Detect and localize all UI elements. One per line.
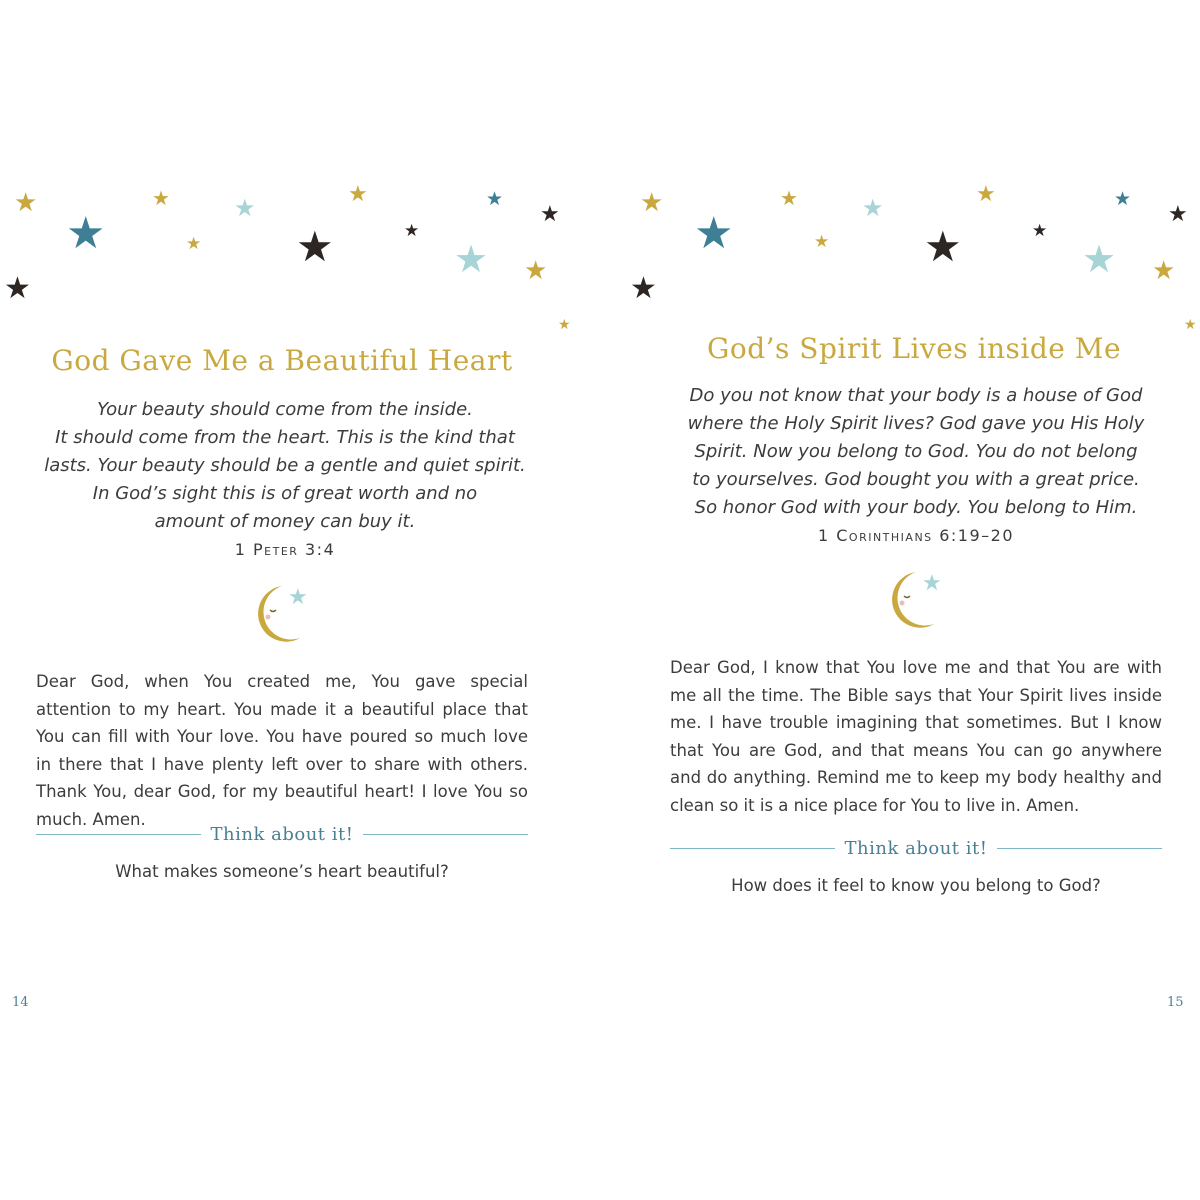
verse-line: It should come from the heart. This is the kind that [55,427,515,448]
prayer-text: Dear God, I know that You love me and that You are with me all the time. The Bible says that Your Spirit lives inside me. I have trouble imagining that sometimes. But I know that You are God, and that means You can go anywhere and do anything. Remind me to keep my body healthy and clean so it is a nice place for You to live in. Amen. [670,658,1162,815]
verse-line: lasts. Your beauty should be a gentle and quiet spirit. [44,455,526,476]
page-number: 15 [1167,995,1184,1010]
verse-reference: 1 Corinthians 6:19–20 [817,526,1015,545]
right-page [600,0,1200,1200]
verse-line: where the Holy Spirit lives? God gave you His Holy [687,413,1145,434]
star-icon: ★ [486,188,504,210]
verse-line: In God’s sight this is of great worth and no [92,483,478,504]
verse-line: amount of money can buy it. [154,511,416,532]
star-icon: ★ [1184,317,1197,333]
star-icon: ★ [694,208,734,259]
star-icon: ★ [780,186,798,210]
svg-text:★: ★ [922,571,942,596]
scripture-verse [30,396,540,564]
page-title: God’s Spirit Lives inside Me [706,332,1122,365]
stars-decoration-right [600,170,1200,350]
divider-rule [997,848,1162,849]
scripture-verse [666,382,1166,550]
star-icon: ★ [862,194,884,222]
star-icon: ★ [234,194,256,222]
verse-line: Do you not know that your body is a house of God [689,385,1143,406]
svg-text:★: ★ [288,585,308,610]
star-icon: ★ [404,221,420,241]
crescent-moon-icon [252,580,312,646]
star-icon: ★ [4,271,31,306]
think-about-it-divider [36,824,528,845]
star-icon: ★ [348,182,368,207]
verse-line: Your beauty should come from the inside. [97,399,473,420]
star-icon: ★ [14,188,38,218]
star-icon: ★ [558,317,571,333]
verse-line: Spirit. Now you belong to God. You do not belong [694,441,1138,462]
stars-decoration-left [0,170,600,350]
star-icon: ★ [186,234,202,254]
prayer-text: Dear God, when You created me, You gave special attention to my heart. You made it a beautiful place that You can fill with Your love. You have poured so much love in there that I have plenty left over to share with others. Thank You, dear God, for my beautiful heart! I love You so much. Amen. [36,672,528,829]
think-about-it-divider [670,838,1162,859]
think-about-it-label: Think about it! [844,838,988,859]
verse-line: So honor God with your body. You belong to Him. [694,497,1138,518]
page-title: God Gave Me a Beautiful Heart [51,344,513,377]
star-icon: ★ [1032,221,1048,241]
star-icon: ★ [640,188,664,218]
star-icon: ★ [976,182,996,207]
star-icon: ★ [540,202,560,227]
star-icon: ★ [630,271,657,306]
reflection-question: What makes someone’s heart beautiful? [115,862,449,881]
star-icon: ★ [1152,256,1176,286]
star-icon: ★ [1114,188,1132,210]
think-about-it-label: Think about it! [210,824,354,845]
page-number: 14 [12,995,29,1010]
star-icon: ★ [454,237,489,281]
star-icon: ★ [1168,202,1188,227]
star-icon: ★ [924,222,962,271]
star-icon: ★ [296,222,334,271]
star-icon: ★ [524,256,548,286]
star-icon: ★ [66,208,106,259]
verse-line: to yourselves. God bought you with a great price. [692,469,1140,490]
crescent-moon-icon [886,566,946,632]
divider-rule [363,834,528,835]
divider-rule [670,848,835,849]
reflection-question: How does it feel to know you belong to God? [731,876,1101,895]
star-icon: ★ [152,186,170,210]
star-icon: ★ [1082,237,1117,281]
divider-rule [36,834,201,835]
star-icon: ★ [814,232,830,252]
verse-reference: 1 Peter 3:4 [234,540,336,559]
